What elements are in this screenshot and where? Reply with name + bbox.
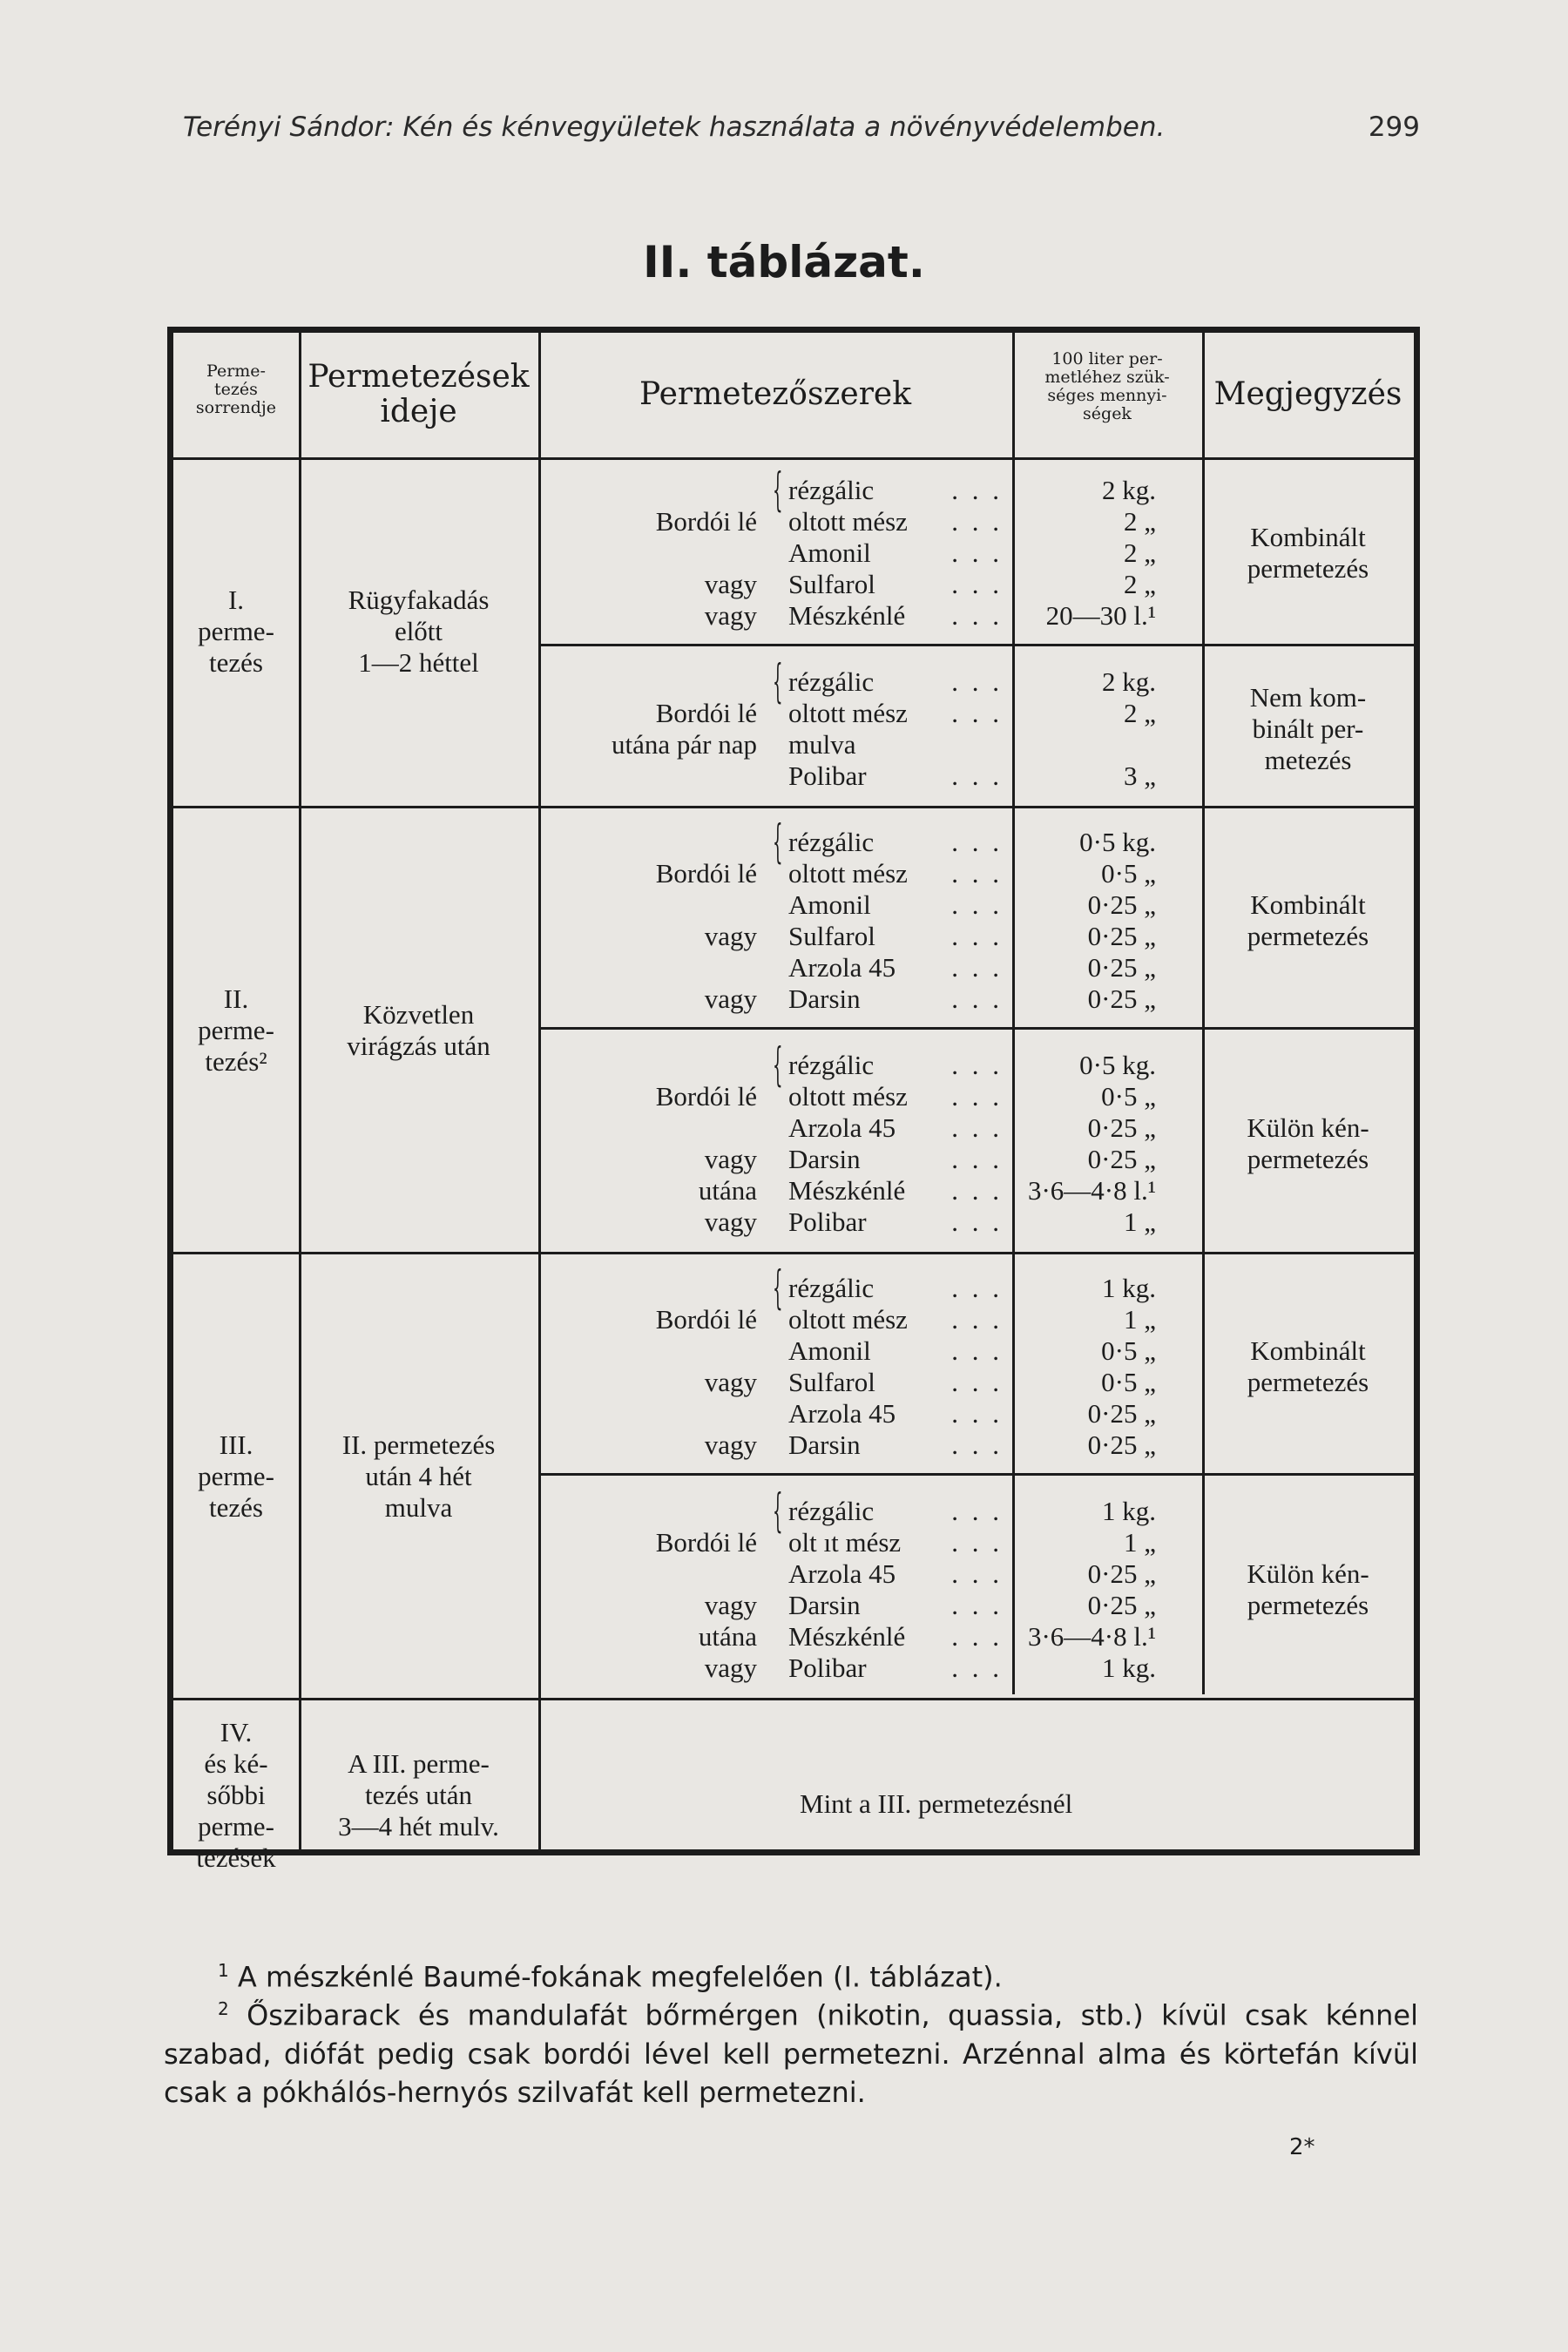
header-time-line-1: ideje <box>380 394 457 429</box>
column-rule-time <box>538 333 541 1849</box>
group-divider <box>538 644 1414 646</box>
order-text: sőbbi <box>206 1780 266 1810</box>
agent-name: oltott mész <box>788 698 908 728</box>
agent-name: Sulfarol <box>788 921 875 951</box>
agent-name: rézgálic <box>788 666 875 697</box>
header-note: Megjegyzés <box>1213 376 1402 412</box>
note-text: Külön kén- <box>1247 1112 1369 1143</box>
order-text: és ké- <box>204 1748 268 1779</box>
amount-value: 3·6—4·8 l.¹ <box>1027 1621 1156 1652</box>
brace-icon: { <box>773 656 783 708</box>
note-text: Kombinált <box>1250 889 1366 920</box>
agent-name: Amonil <box>788 1335 871 1366</box>
agent-name: Sulfarol <box>788 569 875 599</box>
running-header <box>183 112 1420 143</box>
agent-prefix: vagy <box>704 1590 757 1620</box>
amount-value: 0·25 „ <box>1087 1590 1156 1620</box>
row-divider <box>173 806 1414 808</box>
agent-name: rézgálic <box>788 1496 875 1526</box>
agent-name: Mészkénlé <box>788 1175 906 1206</box>
order-text: tezés <box>209 647 263 678</box>
agent-name: oltott mész <box>788 1081 908 1112</box>
amount-value: 1 „ <box>1123 1206 1156 1237</box>
amount-value: 0·5 „ <box>1101 1367 1156 1397</box>
signature-mark: 2* <box>1289 2134 1315 2160</box>
agent-prefix: Bordói lé <box>655 1527 757 1558</box>
leader-dots: . . . <box>951 698 1003 728</box>
order-text: tezés <box>209 1492 263 1523</box>
time-text: tezés után <box>364 1780 473 1810</box>
amount-value: 0·25 „ <box>1087 921 1156 951</box>
amount-value: 0·25 „ <box>1087 1144 1156 1174</box>
order-text: III. <box>219 1429 253 1460</box>
note-text: Külön kén- <box>1247 1558 1369 1589</box>
header-amount-line-1: metléhez szük- <box>1044 368 1170 387</box>
leader-dots: . . . <box>951 1527 1003 1558</box>
agent-name: Mészkénlé <box>788 1621 906 1652</box>
agent-prefix: utána pár nap <box>612 729 757 760</box>
amount-value: 0·25 „ <box>1087 1398 1156 1429</box>
time-text: virágzás után <box>347 1031 490 1061</box>
amount-value: 1 kg. <box>1102 1273 1156 1303</box>
leader-dots: . . . <box>951 827 1003 857</box>
amount-value: 0·5 „ <box>1101 1081 1156 1112</box>
amount-value: 0·25 „ <box>1087 1558 1156 1589</box>
time-text: mulva <box>384 1492 453 1523</box>
order-text: tezések <box>196 1842 276 1873</box>
header-time-line-0: Permetezések <box>308 359 530 395</box>
leader-dots: . . . <box>951 1144 1003 1174</box>
running-title: Terényi Sándor: Kén és kénvegyületek használata a növényvédelemben. <box>183 112 1166 143</box>
group-divider <box>538 1473 1414 1476</box>
agent-prefix: vagy <box>704 1652 757 1683</box>
header-order-line-0: Perme- <box>206 362 266 381</box>
agent-name: Mészkénlé <box>788 600 906 631</box>
agent-name: Arzola 45 <box>788 1398 896 1429</box>
amount-value: 1 „ <box>1123 1304 1156 1335</box>
agent-prefix: Bordói lé <box>655 1304 757 1335</box>
header-amount-line-2: séges mennyi- <box>1047 386 1167 405</box>
amount-value: 0·25 „ <box>1087 1112 1156 1143</box>
order-text: perme- <box>198 1461 274 1491</box>
same-as-text: Mint a III. permetezésnél <box>800 1788 1073 1819</box>
amount-value: 2 „ <box>1123 506 1156 537</box>
row-divider <box>173 1252 1414 1254</box>
leader-dots: . . . <box>951 1273 1003 1303</box>
amount-value: 1 „ <box>1123 1527 1156 1558</box>
agent-prefix: Bordói lé <box>655 858 757 889</box>
leader-dots: . . . <box>951 506 1003 537</box>
amount-value: 0·25 „ <box>1087 1429 1156 1460</box>
agent-name: oltott mész <box>788 506 908 537</box>
header-order-line-2: sorrendje <box>195 398 277 417</box>
agent-prefix: vagy <box>704 921 757 951</box>
agent-prefix: vagy <box>704 569 757 599</box>
time-text: 1—2 héttel <box>358 647 479 678</box>
note-text: binált per- <box>1252 713 1364 744</box>
footnote-2-text: Őszibarack és mandulafát bőrmérgen (nikotin, quassia, stb.) kívül csak kénnel szabad, diófát pedig csak bordói lével kell permetezni. Arzénnal alma és körtefán kívül csak a pókhálós-hernyós szilvafát kell permetezni. <box>164 1998 1419 2109</box>
note-text: permetezés <box>1247 1590 1369 1620</box>
header-rule <box>173 457 1414 460</box>
header-agents: Permetezőszerek <box>639 376 912 412</box>
leader-dots: . . . <box>951 1206 1003 1237</box>
agent-name: Polibar <box>788 760 867 791</box>
agent-name: Darsin <box>788 1144 861 1174</box>
leader-dots: . . . <box>951 1175 1003 1206</box>
time-text: előtt <box>394 616 443 646</box>
leader-dots: . . . <box>951 475 1003 505</box>
note-text: Kombinált <box>1250 1335 1366 1366</box>
agent-name: mulva <box>788 729 856 760</box>
spray-schedule-table <box>167 327 1420 1873</box>
agent-prefix: vagy <box>704 1429 757 1460</box>
agent-name: olt ıt mész <box>788 1527 902 1558</box>
amount-value: 0·25 „ <box>1087 983 1156 1014</box>
time-text: A III. perme- <box>348 1748 490 1779</box>
leader-dots: . . . <box>951 983 1003 1014</box>
group-divider <box>538 1027 1414 1030</box>
agent-name: Polibar <box>788 1652 867 1683</box>
leader-dots: . . . <box>951 1335 1003 1366</box>
header-amount-line-0: 100 liter per- <box>1051 349 1163 368</box>
agent-prefix: utána <box>698 1621 757 1652</box>
leader-dots: . . . <box>951 760 1003 791</box>
amount-value: 2 „ <box>1123 569 1156 599</box>
agent-name: oltott mész <box>788 858 908 889</box>
leader-dots: . . . <box>951 1050 1003 1080</box>
agent-prefix: vagy <box>704 983 757 1014</box>
amount-value: 1 kg. <box>1102 1652 1156 1683</box>
amount-value: 0·5 kg. <box>1079 827 1156 857</box>
leader-dots: . . . <box>951 1621 1003 1652</box>
agent-prefix: utána <box>698 1175 757 1206</box>
row-divider <box>173 1698 1414 1700</box>
order-text: I. <box>227 585 245 615</box>
agent-name: Arzola 45 <box>788 952 896 983</box>
amount-value: 0·25 „ <box>1087 952 1156 983</box>
note-text: Kombinált <box>1250 522 1366 552</box>
agent-name: Arzola 45 <box>788 1558 896 1589</box>
leader-dots: . . . <box>951 600 1003 631</box>
leader-dots: . . . <box>951 921 1003 951</box>
agent-name: Amonil <box>788 537 871 568</box>
amount-value: 0·5 „ <box>1101 1335 1156 1366</box>
agent-name: Polibar <box>788 1206 867 1237</box>
agent-name: oltott mész <box>788 1304 908 1335</box>
order-text: perme- <box>198 1811 274 1842</box>
leader-dots: . . . <box>951 1590 1003 1620</box>
page-number: 299 <box>1368 112 1420 143</box>
leader-dots: . . . <box>951 569 1003 599</box>
footnote-2 <box>164 1990 1418 2112</box>
time-text: II. permetezés <box>341 1429 496 1460</box>
leader-dots: . . . <box>951 1652 1003 1683</box>
leader-dots: . . . <box>951 952 1003 983</box>
order-text: II. <box>223 983 249 1014</box>
agent-prefix: Bordói lé <box>655 506 757 537</box>
note-text: permetezés <box>1247 553 1369 584</box>
leader-dots: . . . <box>951 1496 1003 1526</box>
footnote-1-text: A mészkénlé Baumé-fokának megfelelően (I. táblázat). <box>237 1960 1003 1994</box>
amount-value: 2 „ <box>1123 537 1156 568</box>
amount-value: 0·5 „ <box>1101 858 1156 889</box>
brace-icon: { <box>773 464 783 517</box>
agent-prefix: Bordói lé <box>655 1081 757 1112</box>
header-order-line-1: tezés <box>214 380 258 399</box>
note-text: permetezés <box>1247 1367 1369 1397</box>
amount-value: 1 kg. <box>1102 1496 1156 1526</box>
agent-name: Darsin <box>788 1590 861 1620</box>
brace-icon: { <box>773 1485 783 1538</box>
leader-dots: . . . <box>951 1081 1003 1112</box>
order-text: perme- <box>198 1015 274 1045</box>
header-amount-line-3: ségek <box>1083 404 1132 423</box>
agent-name: rézgálic <box>788 1273 875 1303</box>
agent-prefix: vagy <box>704 600 757 631</box>
column-rule-order <box>299 333 301 1849</box>
amount-value: 2 kg. <box>1102 666 1156 697</box>
leader-dots: . . . <box>951 537 1003 568</box>
footnote-1-mark: 1 <box>218 1960 229 1981</box>
leader-dots: . . . <box>951 858 1003 889</box>
agent-name: rézgálic <box>788 1050 875 1080</box>
amount-value: 3·6—4·8 l.¹ <box>1027 1175 1156 1206</box>
amount-value: 0·25 „ <box>1087 889 1156 920</box>
leader-dots: . . . <box>951 1367 1003 1397</box>
amount-value: 2 kg. <box>1102 475 1156 505</box>
agent-prefix: vagy <box>704 1206 757 1237</box>
agent-name: rézgálic <box>788 827 875 857</box>
agent-prefix: vagy <box>704 1367 757 1397</box>
brace-icon: { <box>773 816 783 868</box>
time-text: Közvetlen <box>362 999 475 1030</box>
footnote-2-mark: 2 <box>218 1998 229 2019</box>
time-text: 3—4 hét mulv. <box>338 1811 499 1842</box>
agent-name: Sulfarol <box>788 1367 875 1397</box>
agent-prefix: vagy <box>704 1144 757 1174</box>
note-text: metezés <box>1264 745 1352 775</box>
leader-dots: . . . <box>951 1398 1003 1429</box>
brace-icon: { <box>773 1262 783 1315</box>
leader-dots: . . . <box>951 1304 1003 1335</box>
table-title: II. táblázat. <box>643 237 925 287</box>
agent-name: Darsin <box>788 983 861 1014</box>
time-text: után 4 hét <box>365 1461 472 1491</box>
amount-value: 3 „ <box>1123 760 1156 791</box>
amount-value: 0·5 kg. <box>1079 1050 1156 1080</box>
note-text: permetezés <box>1247 1144 1369 1174</box>
leader-dots: . . . <box>951 1558 1003 1589</box>
note-text: Nem kom- <box>1249 682 1367 713</box>
leader-dots: . . . <box>951 1112 1003 1143</box>
leader-dots: . . . <box>951 889 1003 920</box>
note-text: permetezés <box>1247 921 1369 951</box>
agent-name: Arzola 45 <box>788 1112 896 1143</box>
agent-name: rézgálic <box>788 475 875 505</box>
order-text: tezés² <box>205 1046 267 1077</box>
agent-name: Darsin <box>788 1429 861 1460</box>
amount-value: 2 „ <box>1123 698 1156 728</box>
leader-dots: . . . <box>951 666 1003 697</box>
leader-dots: . . . <box>951 1429 1003 1460</box>
order-text: IV. <box>220 1717 253 1747</box>
agent-prefix: Bordói lé <box>655 698 757 728</box>
time-text: Rügyfakadás <box>348 585 490 615</box>
brace-icon: { <box>773 1039 783 1092</box>
order-text: perme- <box>198 616 274 646</box>
agent-name: Amonil <box>788 889 871 920</box>
amount-value: 20—30 l.¹ <box>1045 600 1156 631</box>
